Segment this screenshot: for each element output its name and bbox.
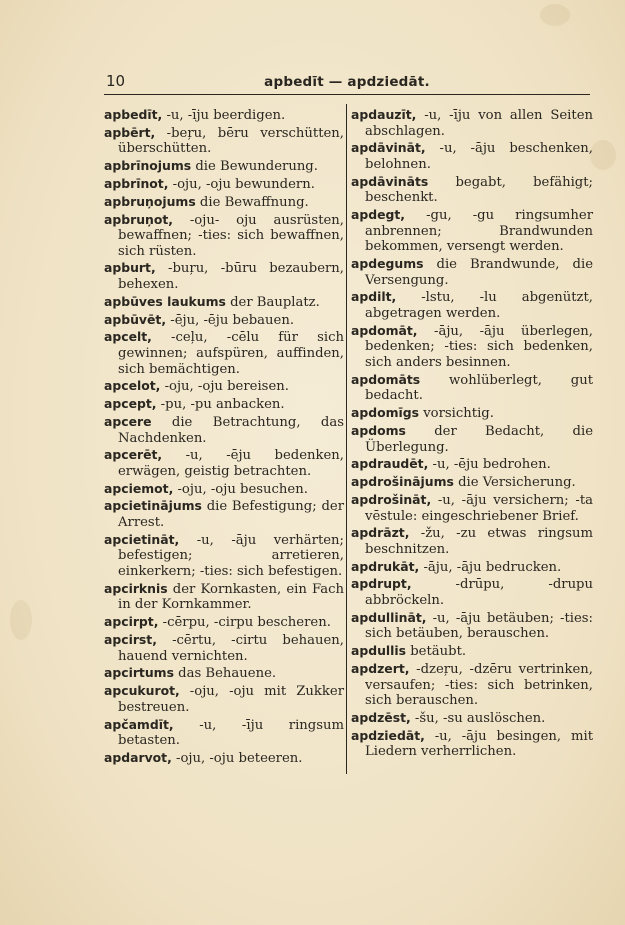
paper-stain (590, 140, 616, 170)
entry-definition: -oju, -oju mit Zukker bestreuen. (118, 684, 344, 715)
dictionary-entry (351, 256, 593, 288)
entry-headword: apcere (104, 413, 152, 429)
entry-headword: apbērt, (104, 124, 156, 140)
entry-headword: apdrošinājums (351, 474, 454, 490)
dictionary-entry (351, 107, 593, 139)
dictionary-entry (351, 207, 593, 255)
entry-definition: -u, -āju betäuben; -ties: sich betäuben, berauschen. (365, 610, 593, 642)
entry-definition: -oju, -oju bewundern. (168, 176, 315, 192)
entry-headword: apdrupt, (351, 576, 412, 592)
dictionary-entry (104, 378, 344, 395)
entry-headword: apdilt, (351, 289, 397, 305)
dictionary-entry (104, 581, 344, 613)
entry-definition: -pu, -pu anbacken. (156, 397, 285, 413)
dictionary-entry (351, 372, 593, 404)
entry-definition: -āju, -āju bedrucken. (419, 559, 562, 575)
dictionary-entry (104, 260, 344, 292)
dictionary-entry (351, 423, 593, 455)
entry-headword: apdullis (351, 643, 407, 659)
dictionary-entry (104, 750, 344, 767)
entry-definition: -oju, -oju beteeren. (171, 750, 303, 766)
entry-headword: apdziedāt, (351, 727, 425, 743)
entry-headword: apcept, (104, 396, 157, 412)
entry-definition: der Kornkasten, ein Fach in der Kornkammer. (118, 581, 344, 613)
entry-definition: -u, -āju verhärten; befestigen; arretieren, einkerkern; -ties: sich befestigen. (118, 532, 344, 580)
entry-definition: -lstu, -lu abgenützt, abgetragen werden. (365, 290, 593, 322)
entry-definition: die Brandwunde, die Versengung. (365, 257, 593, 288)
entry-headword: apdrošināt, (351, 491, 432, 507)
entry-definition: die Bewaffnung. (195, 194, 309, 210)
entry-headword: apdzēst, (351, 709, 411, 725)
entry-headword: apbūvēt, (104, 311, 167, 327)
dictionary-entry (104, 632, 344, 664)
entry-definition: -u, -āju versichern; -ta vēstule: eingeschriebener Brief. (365, 492, 593, 524)
dictionary-entry (351, 174, 593, 206)
entry-headword: apcietināt, (104, 531, 180, 547)
dictionary-entry (104, 396, 344, 413)
entry-headword: apdomāt, (351, 322, 418, 338)
entry-definition: -u, -īju ringsum betasten. (118, 717, 344, 749)
entry-definition: -cērpu, -cirpu bescheren. (158, 615, 331, 631)
entry-definition: -ceļu, -cēlu für sich gewinnen; aufspüren, auffinden, sich bemächtigen. (118, 330, 344, 377)
page-number: 10 (106, 72, 126, 90)
dictionary-entry (104, 481, 344, 498)
dictionary-entry (104, 312, 344, 329)
entry-definition: -šu, -su auslöschen. (410, 710, 546, 726)
paper-stain (10, 600, 32, 640)
entry-definition: -oju, -oju bereisen. (160, 379, 289, 395)
entry-headword: apbrīnot, (104, 175, 169, 191)
entry-headword: apdegums (351, 256, 424, 272)
entry-definition: die Bewunderung. (191, 159, 318, 175)
entry-definition: -gu, -gu ringsumher anbrennen; Brandwunden bekommen, versengt werden. (365, 208, 593, 255)
entry-headword: apcirtums (104, 665, 174, 681)
dictionary-entry (104, 125, 344, 157)
entry-definition: die Betrachtung, das Nachdenken. (118, 414, 344, 446)
page-header (104, 72, 590, 95)
entry-headword: apbruņojums (104, 193, 196, 209)
entry-headword: apčamdīt, (104, 716, 174, 732)
entry-headword: apdomāts (351, 371, 421, 387)
entry-definition: -u, -ēju bedenken, erwägen, geistig betrachten. (118, 448, 344, 479)
dictionary-entry (351, 140, 593, 172)
entry-headword: apbruņot, (104, 211, 173, 227)
entry-definition: begabt, befähigt; beschenkt. (365, 174, 593, 206)
entry-definition: -dzeŗu, -dzēru vertrinken, versaufen; -ties: sich betrinken, sich berauschen. (365, 661, 593, 709)
entry-headword: apcukurot, (104, 683, 180, 699)
entry-headword: apbedīt, (104, 107, 163, 122)
entry-headword: apdrāzt, (351, 525, 410, 541)
entry-definition: -beŗu, bēru verschütten, überschütten. (118, 125, 344, 157)
entry-definition: -u, -āju besingen, mit Liedern verherrlichen. (365, 728, 593, 760)
entry-headword: apcelt, (104, 329, 152, 345)
dictionary-entry (104, 498, 344, 530)
dictionary-entry (104, 107, 344, 124)
entry-headword: apdegt, (351, 207, 406, 223)
paper-stain (540, 4, 570, 26)
entry-headword: apcirpt, (104, 614, 159, 630)
entry-headword: apbrīnojums (104, 158, 192, 174)
entry-definition: -cērtu, -cirtu behauen, hauend vernichten. (118, 632, 344, 664)
entry-definition: das Behauene. (173, 666, 277, 682)
entry-headword: apdāvināts (351, 173, 429, 189)
entry-definition: -ēju, -ēju bebauen. (166, 312, 295, 328)
entry-headword: apcirst, (104, 631, 157, 647)
entry-headword: apdrukāt, (351, 558, 420, 574)
dictionary-entry (104, 329, 344, 377)
dictionary-entry (104, 294, 344, 311)
entry-definition: -āju, -āju überlegen, bedenken; -ties: sich bedenken, sich anders besinnen. (365, 323, 593, 371)
dictionary-entry (351, 405, 593, 422)
entry-definition: -drūpu, -drupu abbröckeln. (365, 577, 593, 609)
entry-definition: -žu, -zu etwas ringsum beschnitzen. (365, 526, 593, 557)
dictionary-entry (104, 532, 344, 580)
entry-definition: der Bedacht, die Überlegung. (365, 423, 593, 455)
dictionary-entry (351, 576, 593, 608)
dictionary-entry (351, 323, 593, 371)
entry-definition: betäubt. (406, 644, 467, 660)
entry-definition: -u, -īju beerdigen. (162, 108, 286, 123)
entry-definition: die Versicherung. (453, 475, 576, 491)
entry-definition: vorsichtig. (419, 406, 494, 422)
dictionary-entry (351, 643, 593, 660)
entry-headword: apdullināt, (351, 609, 427, 625)
dictionary-entry (351, 456, 593, 473)
entry-definition: der Bauplatz. (225, 294, 320, 310)
dictionary-entry (351, 525, 593, 557)
dictionary-entry (104, 212, 344, 260)
entry-headword: apdoms (351, 422, 406, 438)
dictionary-entry (351, 728, 593, 760)
entry-definition: -u, -āju beschenken, belohnen. (365, 141, 593, 172)
entry-headword: apcirknis (104, 580, 168, 596)
dictionary-entry (104, 158, 344, 175)
entry-definition: -oju, -oju besuchen. (173, 481, 308, 497)
dictionary-entry (351, 661, 593, 709)
dictionary-entry (351, 559, 593, 576)
entry-headword: apcelot, (104, 378, 161, 394)
entry-headword: apdzert, (351, 660, 410, 676)
entry-headword: apcietinājums (104, 498, 202, 514)
dictionary-entry (104, 194, 344, 211)
dictionary-entry (351, 289, 593, 321)
dictionary-entry (104, 717, 344, 749)
entry-definition: -oju- oju ausrüsten, bewaffnen; -ties: sich bewaffnen, sich rüsten. (118, 212, 344, 259)
column-divider (346, 104, 347, 774)
entry-definition: -u, -ēju bedrohen. (428, 457, 551, 473)
running-title: apbedīt — apdziedāt. (264, 74, 430, 90)
dictionary-entry (351, 492, 593, 524)
entry-headword: apdarvot, (104, 749, 172, 765)
entry-definition: die Befestigung; der Arrest. (118, 499, 344, 531)
entry-headword: apdāvināt, (351, 140, 426, 156)
entry-headword: apcerēt, (104, 447, 163, 463)
dictionary-entry (351, 610, 593, 642)
entry-headword: apdauzīt, (351, 107, 417, 122)
entry-headword: apdraudēt, (351, 456, 429, 472)
entry-headword: apdomīgs (351, 405, 420, 421)
dictionary-entry (351, 710, 593, 727)
right-column (351, 107, 593, 761)
entry-definition: -buŗu, -būru bezaubern, behexen. (118, 261, 344, 293)
left-column (104, 107, 344, 768)
dictionary-entry (104, 614, 344, 631)
entry-headword: apciemot, (104, 480, 174, 496)
entry-definition: -u, -īju von allen Seiten abschlagen. (365, 108, 593, 139)
dictionary-entry (104, 176, 344, 193)
dictionary-entry (104, 665, 344, 682)
dictionary-entry (104, 683, 344, 715)
entry-headword: apburt, (104, 260, 156, 276)
entry-definition: wohlüberlegt, gut bedacht. (365, 372, 593, 404)
dictionary-entry (104, 414, 344, 446)
entry-headword: apbūves laukums (104, 293, 226, 309)
dictionary-entry (351, 474, 593, 491)
dictionary-entry (104, 447, 344, 479)
